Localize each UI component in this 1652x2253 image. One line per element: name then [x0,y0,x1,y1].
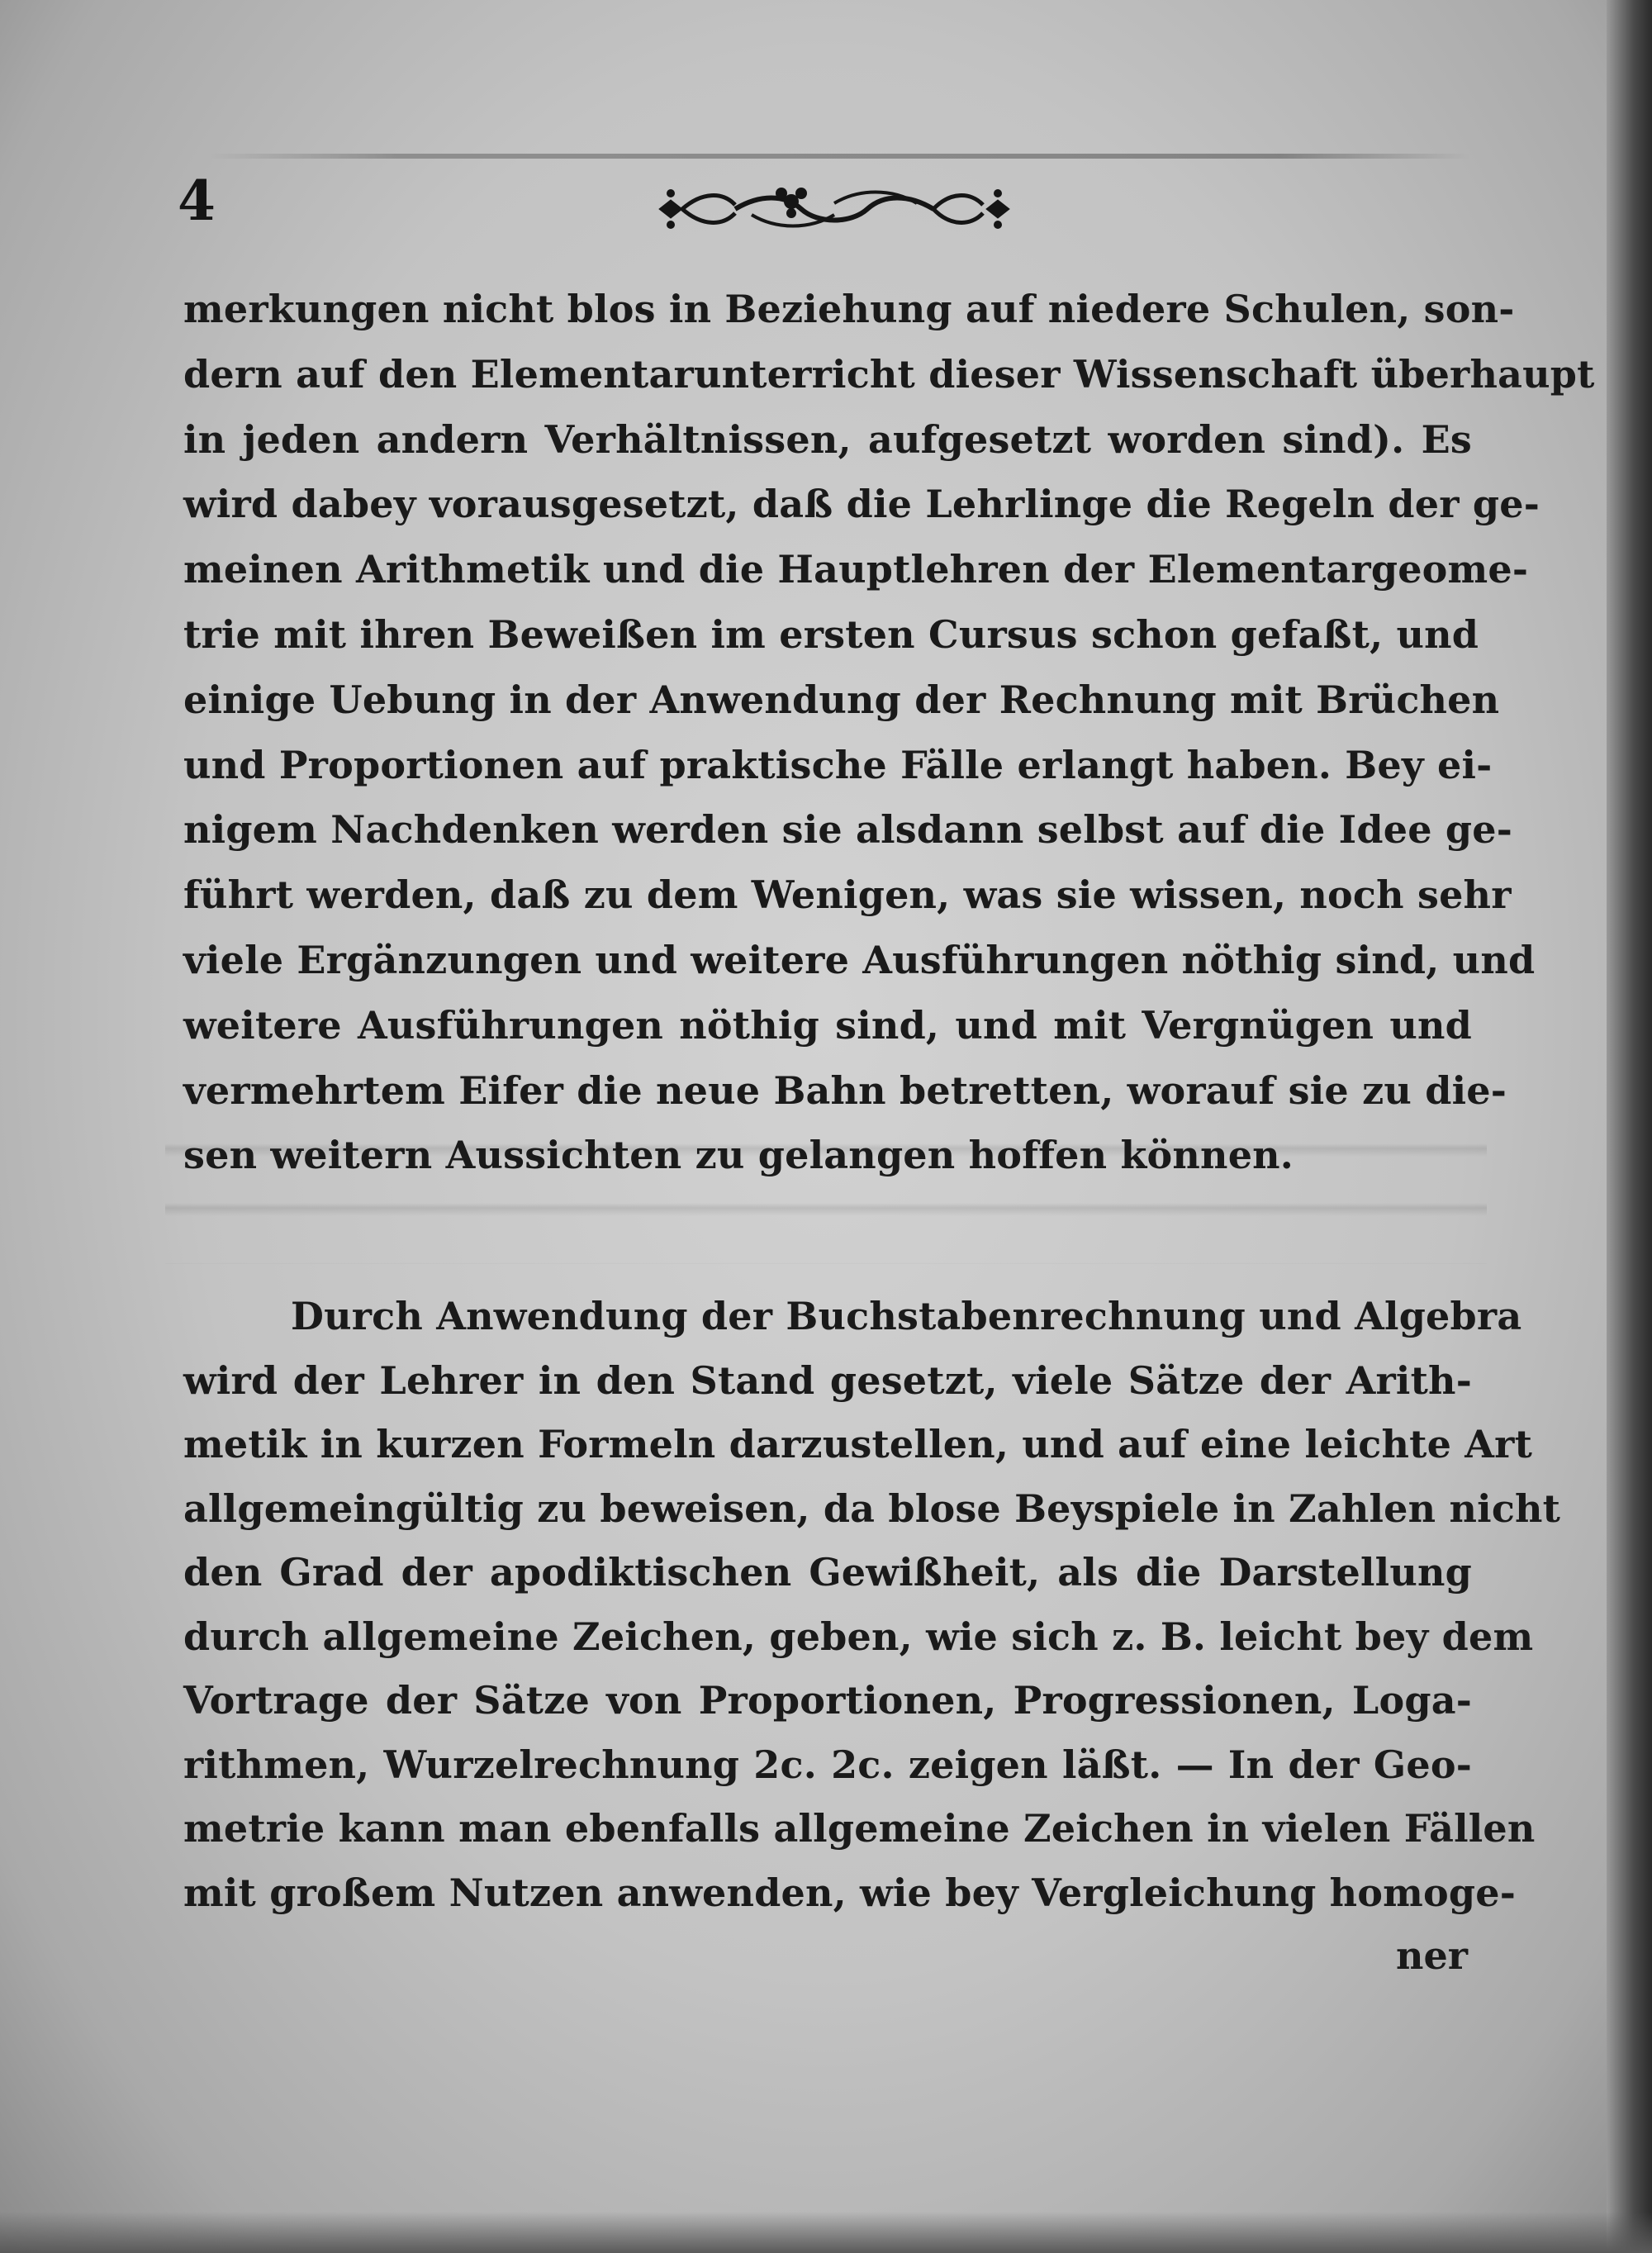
text-line: nigem Nachdenken werden sie alsdann selbst auf die Idee ge- [183,807,1512,853]
text-line: wird der Lehrer in den Stand gesetzt, viele Sätze der Arith- [183,1357,1472,1403]
page-bottom-shadow [0,2212,1652,2253]
text-line: den Grad der apodiktischen Gewißheit, als die Darstellung [183,1550,1472,1595]
text-line: trie mit ihren Beweißen im ersten Cursus schon gefaßt, und [183,611,1479,657]
text-line: wird dabey vorausgesetzt, daß die Lehrlinge die Regeln der ge- [183,482,1540,527]
paragraph-1 [183,277,1595,1188]
text-line: allgemeingültig zu beweisen, da blose Beyspiele in Zahlen nicht [183,1485,1561,1531]
text-line: meinen Arithmetik und die Hauptlehren der Elementargeome- [183,547,1529,592]
text-line: metik in kurzen Formeln darzustellen, und auf eine leichte Art [183,1422,1533,1466]
text-line: mit großem Nutzen anwenden, wie bey Vergleichung homoge- [183,1870,1517,1915]
text-line: metrie kann man ebenfalls allgemeine Zeichen in vielen Fällen [183,1806,1536,1851]
paragraph-2 [183,1285,1561,1925]
text-line: vermehrtem Eifer die neue Bahn betretten, worauf sie zu die- [183,1067,1507,1113]
text-line: sen weitern Aussichten zu gelangen hoffen können. [183,1133,1294,1178]
page-shadow-edge [1607,0,1652,2253]
text-line: viele Ergänzungen und weitere Ausführungen nöthig sind, und [183,937,1536,982]
text-line: führt werden, daß zu dem Wenigen, was sie wissen, noch sehr [183,872,1512,918]
text-line: rithmen, Wurzelrechnung 2c. 2c. zeigen läßt. — In der Geo- [183,1742,1472,1787]
text-line: Vortrage der Sätze von Proportionen, Progressionen, Loga- [183,1678,1472,1723]
text-line: dern auf den Elementarunterricht dieser Wissenschaft überhaupt [183,351,1595,397]
text-line: einige Uebung in der Anwendung der Rechnung mit Brüchen [183,677,1500,722]
text-line: Durch Anwendung der Buchstabenrechnung und Algebra [291,1294,1522,1338]
text-line: in jeden andern Verhältnissen, aufgesetzt worden sind). Es [183,416,1472,462]
show-through-rule [206,154,1470,159]
text-line: und Proportionen auf praktische Fälle erlangt haben. Bey ei- [183,742,1493,787]
text-line: weitere Ausführungen nöthig sind, und mit Vergnügen und [183,1002,1472,1048]
catchword: ner [1396,1933,1468,1978]
page-number: 4 [178,169,216,233]
printer-ornament-icon [653,182,1016,236]
text-line: durch allgemeine Zeichen, geben, wie sich z. B. leicht bey dem [183,1614,1534,1659]
text-line: merkungen nicht blos in Beziehung auf niedere Schulen, son- [183,287,1515,331]
